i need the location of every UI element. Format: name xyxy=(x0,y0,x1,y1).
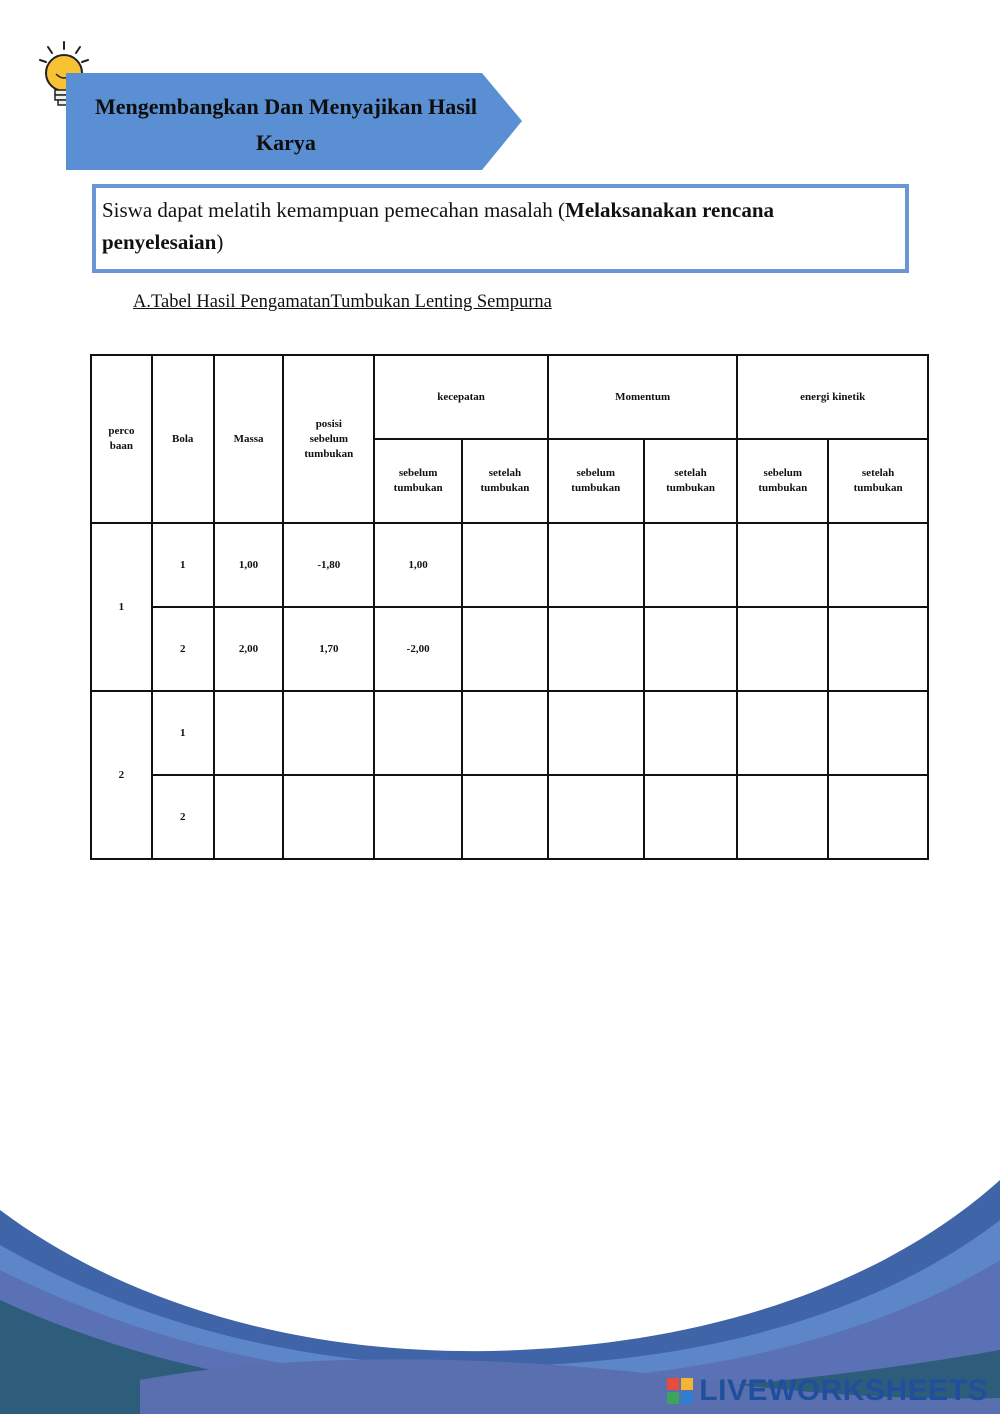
cell-massa[interactable] xyxy=(214,691,284,775)
objective-text xyxy=(102,194,892,258)
cell-bola: 1 xyxy=(152,523,214,607)
cell-posisi[interactable]: -1,80 xyxy=(283,523,374,607)
subheader-line2: tumbukan xyxy=(758,482,808,494)
title-banner xyxy=(66,73,522,170)
cell-momentum-sebelum[interactable] xyxy=(548,775,644,859)
header-energi-kinetik: energi kinetik xyxy=(737,355,928,439)
subheader-line2: tumbukan xyxy=(853,482,903,494)
cell-kecepatan-setelah[interactable] xyxy=(462,691,548,775)
brand-text: LIVEWORKSHEETS xyxy=(699,1374,988,1407)
header-massa: Massa xyxy=(214,355,284,523)
cell-bola: 1 xyxy=(152,691,214,775)
header-posisi-line1: posisi xyxy=(315,417,342,430)
cell-bola: 2 xyxy=(152,607,214,691)
subheader-line2: tumbukan xyxy=(666,482,715,494)
cell-bola: 2 xyxy=(152,775,214,859)
page-title-line2: Karya xyxy=(256,130,316,155)
cell-massa[interactable]: 1,00 xyxy=(214,523,284,607)
liveworksheets-brand xyxy=(667,1374,988,1408)
subheader-energi-sebelum xyxy=(737,439,828,523)
objective-box xyxy=(92,184,909,273)
cell-percobaan: 2 xyxy=(91,691,152,859)
cell-kecepatan-setelah[interactable] xyxy=(462,775,548,859)
cell-posisi[interactable] xyxy=(283,775,374,859)
table-row xyxy=(91,775,928,859)
cell-posisi[interactable] xyxy=(283,691,374,775)
cell-kecepatan-sebelum[interactable]: 1,00 xyxy=(374,523,462,607)
subheader-line1: setelah xyxy=(488,467,522,479)
cell-energi-setelah[interactable] xyxy=(828,691,928,775)
cell-momentum-setelah[interactable] xyxy=(644,523,738,607)
objective-text-after: ) xyxy=(216,230,224,254)
cell-energi-sebelum[interactable] xyxy=(737,607,828,691)
subheader-line1: setelah xyxy=(674,467,707,479)
cell-momentum-setelah[interactable] xyxy=(644,607,738,691)
cell-kecepatan-setelah[interactable] xyxy=(462,523,548,607)
header-percobaan-line2: baan xyxy=(109,440,134,452)
cell-kecepatan-sebelum[interactable] xyxy=(374,775,462,859)
header-kecepatan: kecepatan xyxy=(374,355,548,439)
subheader-line1: sebelum xyxy=(576,467,615,479)
observation-table xyxy=(90,354,929,860)
cell-posisi[interactable]: 1,70 xyxy=(283,607,374,691)
table-row xyxy=(91,691,928,775)
header-percobaan xyxy=(91,355,152,523)
page-title-line1: Mengembangkan Dan Menyajikan Hasil xyxy=(95,94,477,119)
liveworksheets-logo-icon xyxy=(667,1378,693,1404)
subheader-line1: sebelum xyxy=(398,467,438,479)
subheader-kecepatan-sebelum xyxy=(374,439,462,523)
header-posisi-line2: sebelum xyxy=(309,432,349,445)
cell-massa[interactable]: 2,00 xyxy=(214,607,284,691)
subheader-kecepatan-setelah xyxy=(462,439,548,523)
cell-kecepatan-sebelum[interactable]: -2,00 xyxy=(374,607,462,691)
cell-energi-setelah[interactable] xyxy=(828,775,928,859)
table-row xyxy=(91,523,928,607)
cell-momentum-sebelum[interactable] xyxy=(548,523,644,607)
page-title xyxy=(66,89,506,161)
subheader-line2: tumbukan xyxy=(393,482,443,494)
subheader-line2: tumbukan xyxy=(571,482,621,494)
cell-momentum-setelah[interactable] xyxy=(644,775,738,859)
header-percobaan-line1: perco xyxy=(108,425,135,437)
cell-momentum-sebelum[interactable] xyxy=(548,607,644,691)
cell-massa[interactable] xyxy=(214,775,284,859)
cell-percobaan: 1 xyxy=(91,523,152,691)
header-bola: Bola xyxy=(152,355,214,523)
section-heading: A.Tabel Hasil PengamatanTumbukan Lenting Sempurna xyxy=(133,292,552,312)
cell-kecepatan-setelah[interactable] xyxy=(462,607,548,691)
header-posisi-line3: tumbukan xyxy=(304,447,354,460)
objective-text-before: Siswa dapat melatih kemampuan pemecahan masalah ( xyxy=(102,198,565,222)
subheader-line1: setelah xyxy=(861,467,895,479)
subheader-momentum-setelah xyxy=(644,439,738,523)
subheader-line1: sebelum xyxy=(763,467,803,479)
cell-energi-sebelum[interactable] xyxy=(737,775,828,859)
subheader-momentum-sebelum xyxy=(548,439,644,523)
cell-kecepatan-sebelum[interactable] xyxy=(374,691,462,775)
cell-energi-setelah[interactable] xyxy=(828,607,928,691)
objective-bold-text: Melaksanakan rencana penyelesaian xyxy=(102,198,775,254)
cell-momentum-sebelum[interactable] xyxy=(548,691,644,775)
table-row xyxy=(91,607,928,691)
cell-momentum-setelah[interactable] xyxy=(644,691,738,775)
cell-energi-sebelum[interactable] xyxy=(737,523,828,607)
table-header-row xyxy=(91,355,928,439)
header-momentum: Momentum xyxy=(548,355,738,439)
header-posisi xyxy=(283,355,374,523)
subheader-line2: tumbukan xyxy=(480,482,530,494)
cell-energi-sebelum[interactable] xyxy=(737,691,828,775)
subheader-energi-setelah xyxy=(828,439,928,523)
cell-energi-setelah[interactable] xyxy=(828,523,928,607)
